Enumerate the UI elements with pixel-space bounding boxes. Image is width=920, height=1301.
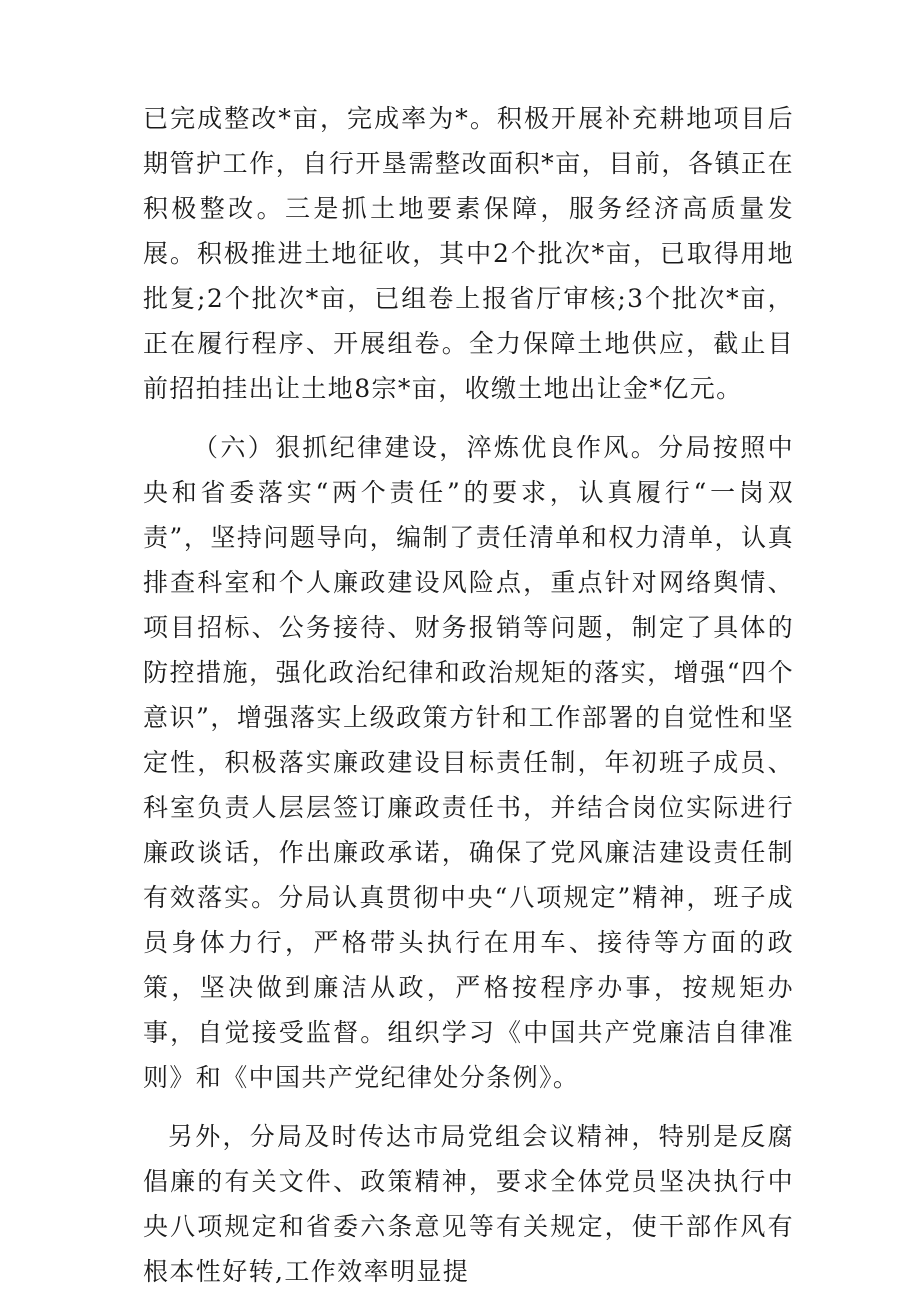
paragraph-additional: 另外，分局及时传达市局党组会议精神，特别是反腐倡廉的有关文件、政策精神，要求全体党员坚决执行中央八项规定和省委六条意见等有关规定，使干部作风有根本性好转,工作效率明显提 (143, 1122, 794, 1286)
paragraph-discipline-section: （六）狠抓纪律建设，淬炼优良作风。分局按照中央和省委落实“两个责任”的要求，认真履行“一岗双责”，坚持问题导向，编制了责任清单和权力清单，认真排查科室和个人廉政建设风险点，重点针对网络舆情、项目招标、公务接待、财务报销等问题，制定了具体的防控措施，强化政治纪律和政治规矩的落实，增强“四个意识”，增强落实上级政策方针和工作部署的自觉性和坚定性，积极落实廉政建设目标责任制，年初班子成员、科室负责人层层签订廉政责任书，并结合岗位实际进行廉政谈话，作出廉政承诺，确保了党风廉洁建设责任制有效落实。分局认真贯彻中央“八项规定”精神，班子成员身体力行，严格带头执行在用车、接待等方面的政策，坚决做到廉洁从政，严格按程序办事，按规矩办事，自觉接受监督。组织学习《中国共产党廉洁自律准则》和《中国共产党纪律处分条例》。 (143, 433, 794, 1092)
paragraph-continuation: 已完成整改*亩，完成率为*。积极开展补充耕地项目后期管护工作，自行开垦需整改面积*亩，目前，各镇正在积极整改。三是抓土地要素保障，服务经济高质量发展。积极推进土地征收，其中2个批次*亩，已取得用地批复;2个批次*亩，已组卷上报省厅审核;3个批次*亩，正在履行程序、开展组卷。全力保障土地供应，截止目前招拍挂出让土地8宗*亩，收缴土地出让金*亿元。 (143, 104, 794, 403)
